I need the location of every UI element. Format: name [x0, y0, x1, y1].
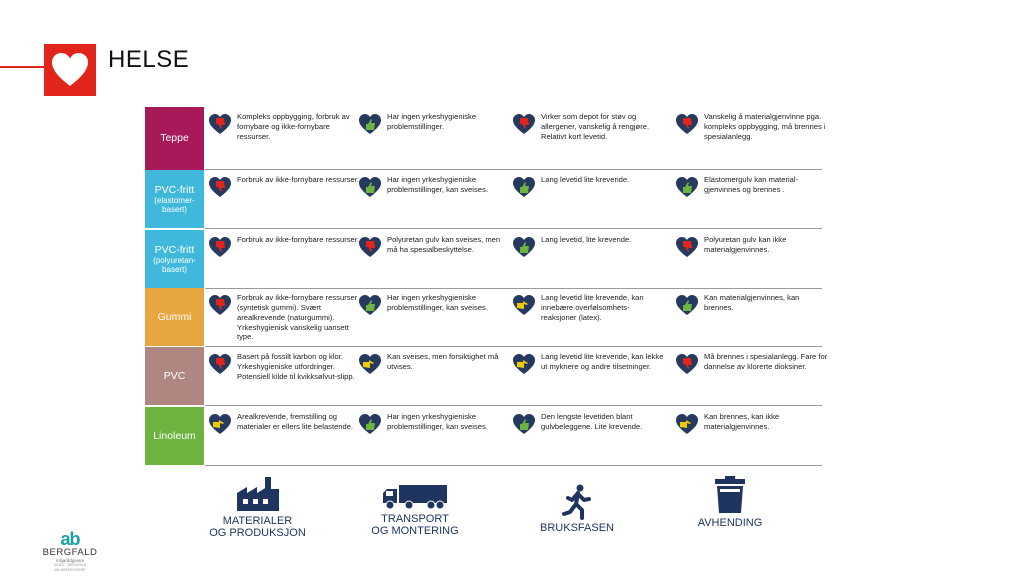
heart-thumb-up-green-icon [512, 236, 536, 258]
row-label-text: Teppe [160, 132, 189, 145]
phase-line1: AVHENDING [697, 517, 763, 529]
heart-thumb-down-red-icon [208, 113, 232, 135]
heart-thumb-down-red-icon [675, 236, 699, 258]
heart-thumb-up-green-icon [358, 113, 382, 135]
cell-text: Må brennes i spesialanlegg. Fare for dannelse av klorerte dioksiner. [704, 352, 828, 371]
cell-text: Kompleks oppbygging, forbruk av fornybare og ikke-fornybare ressurser. [237, 112, 350, 141]
heart-thumb-down-red-icon [512, 113, 536, 135]
heart-badge [44, 44, 96, 96]
table-row [145, 230, 822, 289]
heart-thumb-down-red-icon [208, 236, 232, 258]
table-row [145, 347, 828, 406]
cell-text: Lang levetid lite krevende, kan innebære overfølsomhets-reaksjoner (latex). [541, 293, 644, 322]
row-label [145, 407, 204, 465]
table-row [145, 288, 822, 347]
heart-thumb-up-green-icon [675, 176, 699, 198]
phase-avhending [690, 475, 770, 530]
cell-text: Har ingen yrkeshygieniske problemstillinger, kan sveises. [387, 412, 488, 431]
cell-text: Har ingen yrkeshygieniske problemstillinger, kan sveises. [387, 293, 488, 312]
phase-bruksfasen [532, 484, 622, 535]
heart-thumb-side-yellow-icon [675, 413, 699, 435]
row-divider [205, 228, 822, 229]
cell-text: Lang levetid lite krevende. [541, 175, 630, 184]
cell-text: Kan brennes, kan ikke materialgjenvinnes. [704, 412, 780, 431]
company-logo [40, 530, 100, 572]
cell-text: Lang levetid, lite krevende. [541, 235, 632, 244]
heart-thumb-down-red-icon [675, 113, 699, 135]
cell-text: Den lengste levetiden blant gulvbeleggene. Lite krevende. [541, 412, 643, 431]
heart-thumb-up-green-icon [675, 294, 699, 316]
cell-text: Basert på fossilt karbon og klor. Yrkeshygieniske utfordringer. Potensiell kilde til kvikksølvut-slipp. [237, 352, 355, 381]
factory-icon [235, 475, 281, 513]
cell-text: Polyuretan gulv kan sveises, men må ha spesialbeskyttelse. [387, 235, 501, 254]
phase-transport [365, 483, 465, 537]
heart-thumb-down-red-icon [208, 294, 232, 316]
row-label [145, 230, 204, 288]
row-label [145, 288, 204, 346]
heart-thumb-up-green-icon [358, 176, 382, 198]
logo-mark: ab [60, 529, 80, 549]
heart-icon [51, 52, 89, 88]
truck-icon [381, 483, 449, 511]
heart-thumb-side-yellow-icon [512, 294, 536, 316]
cell-text: Forbruk av ikke-fornybare ressurser. [237, 175, 359, 184]
row-label [145, 107, 204, 170]
row-label-text: PVC-fritt [154, 183, 195, 196]
row-divider [205, 465, 822, 466]
cell-text: Lang levetid lite krevende, kan lekke ut myknere og andre tilsetninger. [541, 352, 664, 371]
cell-text: Polyuretan gulv kan ikke materialgjenvinnes. [704, 235, 787, 254]
heart-thumb-up-green-icon [512, 176, 536, 198]
cell-text: Virker som depot for støv og allergener, vanskelig å rengjøre. Relativt kort levetid. [541, 112, 650, 141]
phase-line1: MATERIALER [222, 515, 293, 527]
cell-text: Har ingen yrkeshygieniske problemstillinger. [387, 112, 477, 131]
row-label-text: PVC [163, 369, 186, 382]
heart-thumb-down-red-icon [208, 353, 232, 375]
cell-text: Kan materialgjenvinnes, kan brennes. [704, 293, 800, 312]
heart-thumb-up-green-icon [358, 413, 382, 435]
phase-materialer [205, 475, 310, 539]
walking-person-icon [560, 484, 594, 520]
phase-line2: OG MONTERING [371, 524, 459, 537]
cell-text: Vanskelig å materialgjenvinne pga. kompleks oppbygging, må brennes i spesialanlegg. [704, 112, 826, 141]
heart-thumb-side-yellow-icon [208, 413, 232, 435]
heart-thumb-down-red-icon [208, 176, 232, 198]
cell-text: Kan sveises, men forsiktighet må utvises. [387, 352, 499, 371]
table-row [145, 107, 826, 170]
row-sublabel: (elastomer-basert) [154, 195, 195, 215]
cell-text: Arealkrevende, fremstilling og materialer er ellers lite belastende. [237, 412, 354, 431]
heart-thumb-down-red-icon [358, 236, 382, 258]
cell-text: Elastomergulv kan material-gjenvinnes og brennes . [704, 175, 799, 194]
table-row [145, 170, 822, 229]
logo-tagline: SIDEN · BERGFALD MILJØRÅDGIVERE [53, 563, 87, 572]
row-label [145, 170, 204, 228]
phase-line2: OG PRODUKSJON [209, 526, 306, 539]
heart-thumb-down-red-icon [675, 353, 699, 375]
accent-line [0, 66, 44, 68]
row-sublabel: (polyuretan-basert) [153, 255, 196, 275]
page-title: HELSE [108, 46, 190, 73]
logo-name: BERGFALD [42, 547, 98, 558]
row-label-text: Gummi [157, 310, 192, 323]
phase-line1: BRUKSFASEN [540, 522, 614, 534]
heart-thumb-up-green-icon [512, 413, 536, 435]
waste-bin-icon [713, 475, 747, 515]
cell-text: Forbruk av ikke-fornybare ressurser (syntetisk gummi). Svært arealkrevende (naturgummi). Yrkeshygienisk vanskelig uansett type. [237, 293, 358, 342]
logo-subtitle: miljørådgivere [55, 557, 85, 563]
row-label [145, 347, 204, 405]
row-label-text: PVC-fritt [154, 243, 195, 256]
row-label-text: Linoleum [153, 429, 196, 442]
cell-text: Forbruk av ikke-fornybare ressurser. [237, 235, 359, 244]
heart-thumb-side-yellow-icon [358, 353, 382, 375]
heart-thumb-up-green-icon [358, 294, 382, 316]
heart-thumb-side-yellow-icon [512, 353, 536, 375]
table-row [145, 407, 822, 466]
row-divider [205, 405, 822, 406]
cell-text: Har ingen yrkeshygieniske problemstillinger, kan sveises. [387, 175, 488, 194]
phase-line1: TRANSPORT [381, 513, 449, 525]
